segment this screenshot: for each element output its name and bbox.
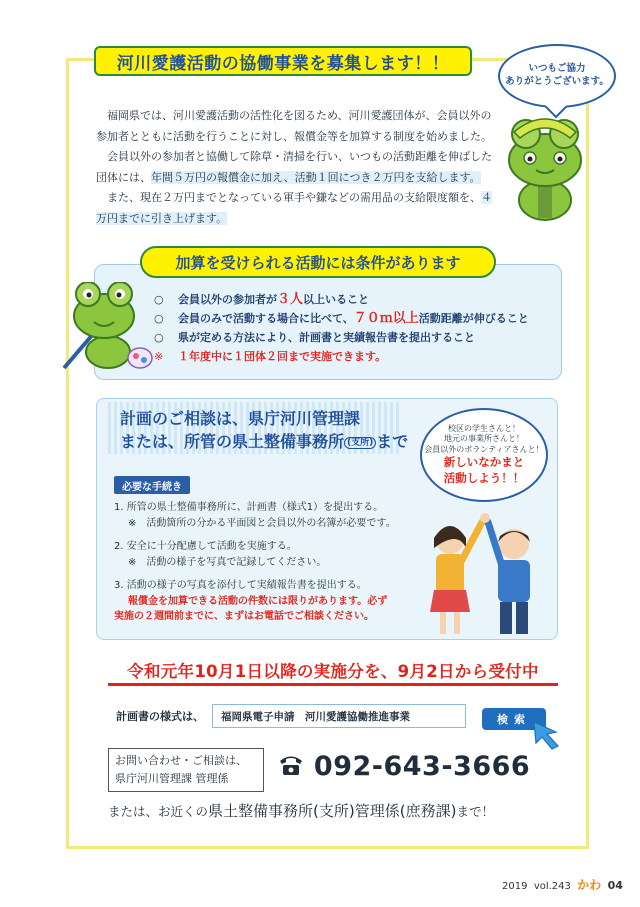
condition-emphasis: ３人	[277, 292, 304, 307]
consultation-heading-2b: まで	[376, 432, 409, 451]
condition-item	[154, 328, 554, 347]
search-button[interactable]: 検索	[482, 708, 546, 730]
search-input[interactable]: 福岡県電子申請 河川愛護協働推進事業	[212, 704, 466, 728]
warning-line-1: 報償金を加算できる活動の件数には限りがあります。必ず	[128, 595, 388, 607]
page-title: 河川愛護活動の協働事業を募集します！！	[94, 46, 472, 76]
footer-note-post: まで！	[456, 804, 494, 819]
condition-text-post: 活動距離が伸びること	[418, 312, 529, 325]
page-info	[502, 876, 623, 893]
bubble-line-new-friends: 新しいなかまと	[443, 455, 525, 470]
bubble-line-students: 校区の学生さんと！	[448, 423, 520, 433]
thanks-line-1: いつもご協力	[528, 63, 586, 75]
note-mark: ※	[154, 350, 164, 363]
consultation-heading-2a: または、所管の県土整備事務所	[120, 432, 345, 451]
circle-bullet-icon: ○	[154, 331, 164, 344]
phone-digits: 092-643-3666	[313, 751, 531, 782]
frog-mascot-icon	[500, 112, 590, 222]
contact-box	[108, 748, 264, 792]
intro-paragraph-2a: 会員以外の参加者と協働して除草・清掃を行い、いつもの活動距離を伸ばした団体には、	[96, 150, 492, 184]
thanks-line-2: ありがとうございます。	[505, 76, 609, 87]
footer-note-pre: または、お近くの	[108, 804, 209, 819]
thanks-speech-bubble	[498, 44, 616, 108]
step-1: 1. 所管の県土整備事務所に、計画書（様式1）を提出する。	[114, 502, 384, 513]
page-year: 2019	[502, 881, 528, 892]
frog-mascot-cleaning-icon	[62, 282, 154, 374]
reception-underline	[108, 683, 558, 686]
condition-text-post: 以上いること	[303, 293, 370, 306]
footer-note	[108, 800, 568, 821]
condition-emphasis: ７０ｍ以上	[353, 311, 419, 326]
condition-text: 県が定める方法により、計画書と実績報告書を提出すること	[178, 331, 475, 344]
frame-left-border	[66, 58, 69, 846]
contact-line-2: 県庁河川管理課 管理係	[115, 772, 229, 785]
step-2-note: ※ 活動の様子を写真で記録してください。	[128, 556, 327, 568]
circle-bullet-icon: ○	[154, 293, 164, 306]
magazine-logo: かわ	[577, 878, 602, 892]
warning-line-2: 実施の２週間前までに、まずはお電話でご相談ください。	[114, 611, 374, 622]
consultation-heading-2	[120, 429, 408, 452]
intro-paragraph-2	[96, 147, 500, 188]
bubble-line-volunteers: 会員以外のボランティアさんと！	[424, 444, 544, 454]
condition-item	[154, 290, 554, 309]
page-number: 04	[607, 879, 623, 892]
circle-bullet-icon: ○	[154, 312, 164, 325]
contact-line-1: お問い合わせ・ご相談は、	[115, 754, 247, 767]
intro-paragraph-3	[96, 188, 500, 229]
conditions-list	[154, 290, 554, 366]
high-five-people-icon	[410, 500, 560, 640]
intro-text	[96, 106, 500, 230]
intro-highlight-limit: ４万円までに引き上げます。	[96, 191, 492, 225]
condition-item	[154, 309, 554, 328]
condition-text: 会員以外の参加者が	[178, 293, 277, 306]
condition-note	[154, 347, 554, 366]
frame-bottom-border	[66, 846, 589, 849]
intro-paragraph-3a: また、現在２万円までとなっている軍手や鎌などの需用品の支給限度額を、	[107, 191, 481, 205]
intro-paragraph-1: 福岡県では、河川愛護活動の活性化を図るため、河川愛護団体が、会員以外の参加者とともに活動を行うことに対し、報償金等を加算する制度を始めました。	[96, 109, 492, 143]
consultation-heading-1: 計画のご相談は、県庁河川管理課	[120, 409, 361, 428]
procedure-label: 必要な手続き	[114, 476, 190, 494]
telephone-icon	[278, 754, 304, 776]
footer-note-office: 県土整備事務所(支所)管理係(庶務課)	[208, 802, 457, 820]
form-label: 計画書の様式は、	[116, 710, 204, 723]
intro-highlight-reward: 年間５万円の報償金に加え、活動１回につき２万円を支給します。	[151, 170, 481, 184]
cursor-arrow-icon	[532, 718, 576, 750]
condition-text: 会員のみで活動する場合に比べて、	[178, 312, 354, 325]
procedure-steps	[114, 500, 434, 625]
bubble-line-lets-act: 活動しよう！！	[443, 470, 525, 485]
phone-number	[278, 751, 530, 782]
partner-speech-bubble	[420, 408, 548, 502]
step-1-note: ※ 活動箇所の分かる平面図と会員以外の名簿が必要です。	[128, 517, 396, 529]
reception-announcement: 令和元年10月1日以降の実施分を、9月2日から受付中	[127, 662, 539, 681]
condition-note-text: １年度中に１団体２回まで実施できます。	[178, 350, 387, 363]
branch-office-badge: (支所)	[344, 437, 376, 449]
step-3: 3. 活動の様子の写真を添付して実績報告書を提出する。	[114, 580, 367, 591]
conditions-title: 加算を受けられる活動には条件があります	[140, 246, 496, 278]
step-2: 2. 安全に十分配慮して活動を実施する。	[114, 541, 297, 552]
page-volume: vol.243	[533, 881, 571, 892]
bubble-line-businesses: 地元の事業所さんと！	[444, 434, 524, 444]
